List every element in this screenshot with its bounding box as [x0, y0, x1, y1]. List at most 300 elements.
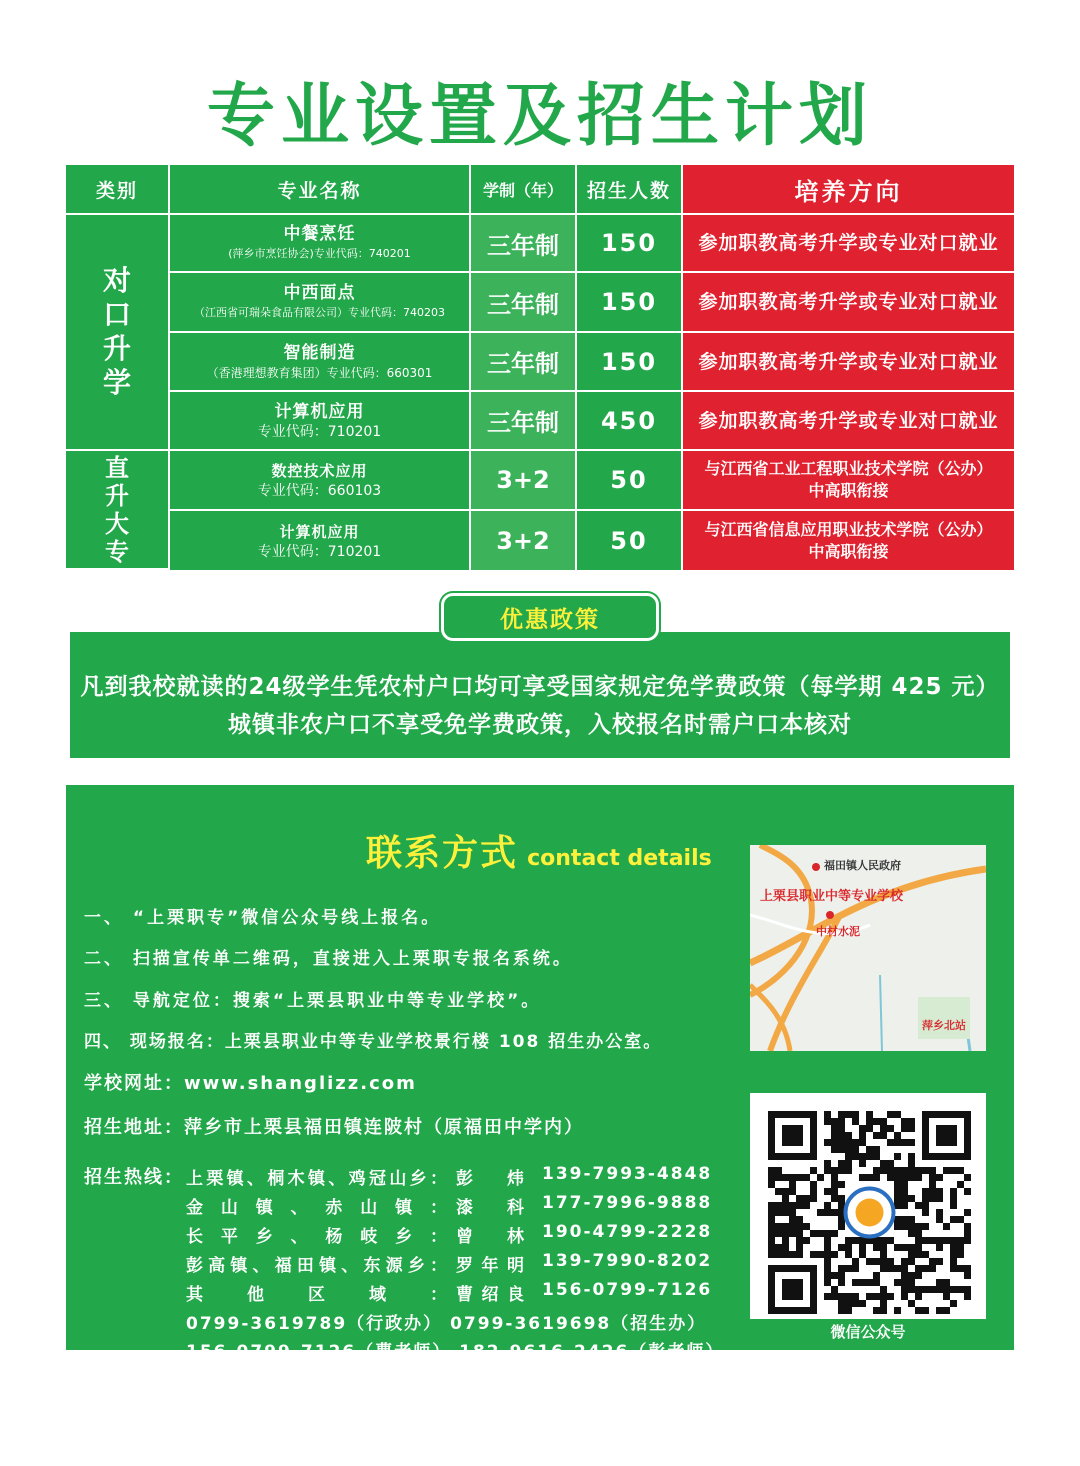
qr-module — [929, 1265, 936, 1272]
qr-module — [943, 1279, 950, 1286]
direction-line2: 中高职衔接 — [808, 541, 889, 561]
qr-module — [915, 1251, 922, 1258]
qr-module — [943, 1286, 950, 1293]
qr-module — [894, 1167, 901, 1174]
major-name: 数控技术应用 — [271, 462, 368, 480]
qr-module — [908, 1125, 915, 1132]
map-highway — [750, 869, 986, 963]
qr-module — [845, 1237, 852, 1244]
qr-module — [775, 1188, 782, 1195]
qr-module — [838, 1244, 845, 1251]
qr-module — [845, 1167, 852, 1174]
table-row-count: 50 — [577, 511, 683, 570]
qr-module — [887, 1293, 894, 1300]
qr-module — [810, 1230, 817, 1237]
qr-module — [803, 1202, 810, 1209]
qr-module — [950, 1195, 957, 1202]
qr-module — [838, 1146, 845, 1153]
major-name: 智能制造 — [283, 342, 356, 363]
header-major: 专业名称 — [170, 165, 471, 215]
qr-module — [873, 1132, 880, 1139]
qr-module — [824, 1209, 831, 1216]
qr-module — [873, 1146, 880, 1153]
qr-module — [943, 1167, 950, 1174]
category-duikou — [66, 215, 170, 451]
qr-module — [950, 1237, 957, 1244]
qr-module — [873, 1272, 880, 1279]
qr-module — [810, 1251, 817, 1258]
major-name: 中餐烹饪 — [283, 224, 356, 244]
qr-module — [824, 1272, 831, 1279]
qr-module — [936, 1209, 943, 1216]
qr-module — [789, 1223, 796, 1230]
qr-module — [838, 1265, 845, 1272]
header-category: 类别 — [66, 165, 170, 215]
qr-module — [922, 1209, 929, 1216]
qr-module — [838, 1272, 845, 1279]
table-row-direction — [683, 511, 1014, 570]
qr-module — [859, 1153, 866, 1160]
qr-module — [803, 1223, 810, 1230]
signup-step-4: 四、 现场报名：上栗县职业中等专业学校景行楼 108 招生办公室。 — [84, 1032, 663, 1052]
qr-module — [775, 1202, 782, 1209]
qr-module — [957, 1181, 964, 1188]
qr-module — [964, 1293, 971, 1300]
hotline-phone[interactable]: 156-0799-7126 — [542, 1280, 713, 1300]
qr-module — [775, 1230, 782, 1237]
qr-module — [880, 1300, 887, 1307]
table-row-years: 3+2 — [471, 511, 577, 570]
hotline-row — [186, 1251, 716, 1277]
qr-module — [901, 1265, 908, 1272]
qr-module — [845, 1265, 852, 1272]
qr-module — [824, 1251, 831, 1258]
direction-line1: 与江西省工业工程职业技术学院（公办） — [704, 459, 993, 478]
qr-module — [887, 1237, 894, 1244]
qr-module — [782, 1209, 789, 1216]
qr-module — [908, 1251, 915, 1258]
qr-module — [775, 1223, 782, 1230]
qr-module — [831, 1118, 838, 1125]
qr-code[interactable] — [750, 1093, 986, 1319]
qr-module — [831, 1195, 838, 1202]
qr-module — [915, 1272, 922, 1279]
qr-finder-center — [782, 1125, 803, 1146]
qr-module — [845, 1160, 852, 1167]
qr-module — [887, 1167, 894, 1174]
major-name: 计算机应用 — [279, 522, 360, 541]
qr-module — [936, 1216, 943, 1223]
qr-module — [782, 1237, 789, 1244]
qr-module — [901, 1125, 908, 1132]
major-name: 计算机应用 — [274, 401, 365, 422]
hotline-contact: 曹绍良 — [456, 1285, 524, 1305]
school-website[interactable]: 学校网址：www.shanglizz.com — [84, 1073, 417, 1094]
qr-module — [936, 1174, 943, 1181]
qr-module — [887, 1139, 894, 1146]
qr-module — [915, 1223, 922, 1230]
major-code: （江西省可瑞朵食品有限公司）专业代码：740203 — [194, 306, 445, 319]
qr-module — [873, 1167, 880, 1174]
qr-module — [817, 1209, 824, 1216]
map-river — [880, 975, 882, 1051]
qr-module — [796, 1202, 803, 1209]
qr-module — [915, 1244, 922, 1251]
policy-box — [70, 632, 1010, 758]
school-logo-inner — [856, 1199, 884, 1227]
qr-module — [859, 1132, 866, 1139]
direction-line2: 中高职衔接 — [808, 481, 889, 500]
qr-module — [796, 1237, 803, 1244]
table-row-count: 150 — [577, 215, 683, 273]
qr-module — [901, 1174, 908, 1181]
qr-module — [817, 1230, 824, 1237]
qr-module — [922, 1265, 929, 1272]
table-row-count: 150 — [577, 333, 683, 392]
qr-module — [838, 1181, 845, 1188]
qr-module — [908, 1223, 915, 1230]
qr-module — [810, 1167, 817, 1174]
qr-module — [768, 1209, 775, 1216]
qr-module — [964, 1230, 971, 1237]
qr-finder-center — [782, 1279, 803, 1300]
qr-module — [894, 1139, 901, 1146]
table-row-years: 3+2 — [471, 451, 577, 511]
qr-module — [908, 1258, 915, 1265]
qr-module — [901, 1216, 908, 1223]
qr-module — [838, 1223, 845, 1230]
qr-module — [901, 1272, 908, 1279]
qr-module — [880, 1160, 887, 1167]
qr-module — [908, 1195, 915, 1202]
qr-module — [845, 1153, 852, 1160]
qr-module — [950, 1244, 957, 1251]
office-phones-1[interactable]: 0799-3619789（行政办） 0799-3619698（招生办） — [186, 1314, 707, 1334]
hotline-area: 长平乡、杨岐乡： — [186, 1227, 448, 1247]
qr-module — [929, 1195, 936, 1202]
qr-module — [859, 1160, 866, 1167]
qr-module — [922, 1251, 929, 1258]
qr-module — [866, 1125, 873, 1132]
qr-module — [915, 1307, 922, 1314]
table-row-count: 150 — [577, 273, 683, 333]
qr-module — [964, 1237, 971, 1244]
qr-module — [838, 1111, 845, 1118]
qr-module — [796, 1244, 803, 1251]
qr-module — [803, 1195, 810, 1202]
qr-module — [859, 1244, 866, 1251]
qr-module — [789, 1202, 796, 1209]
category-zhisheng — [66, 451, 170, 570]
qr-module — [873, 1258, 880, 1265]
qr-module — [866, 1153, 873, 1160]
qr-module — [775, 1167, 782, 1174]
qr-module — [901, 1188, 908, 1195]
qr-module — [922, 1195, 929, 1202]
qr-module — [915, 1293, 922, 1300]
table-row-major — [170, 511, 471, 570]
qr-module — [768, 1244, 775, 1251]
qr-module — [915, 1230, 922, 1237]
hotline-area: 金山镇、赤山镇： — [186, 1198, 448, 1218]
qr-module — [838, 1118, 845, 1125]
qr-module — [810, 1195, 817, 1202]
qr-module — [817, 1251, 824, 1258]
qr-module — [908, 1160, 915, 1167]
qr-module — [894, 1181, 901, 1188]
qr-module — [936, 1244, 943, 1251]
qr-module — [831, 1181, 838, 1188]
qr-module — [789, 1230, 796, 1237]
qr-module — [845, 1293, 852, 1300]
qr-module — [929, 1286, 936, 1293]
hotline-phone[interactable]: 190-4799-2228 — [542, 1222, 713, 1242]
qr-module — [838, 1307, 845, 1314]
qr-module — [768, 1167, 775, 1174]
qr-module — [957, 1286, 964, 1293]
qr-module — [838, 1195, 845, 1202]
qr-module — [894, 1153, 901, 1160]
qr-module — [901, 1195, 908, 1202]
qr-module — [880, 1265, 887, 1272]
hotline-row — [186, 1164, 716, 1190]
qr-module — [908, 1286, 915, 1293]
qr-module — [957, 1244, 964, 1251]
qr-module — [873, 1279, 880, 1286]
qr-module — [852, 1146, 859, 1153]
qr-module — [775, 1244, 782, 1251]
qr-module — [894, 1223, 901, 1230]
qr-module — [873, 1118, 880, 1125]
qr-module — [915, 1265, 922, 1272]
hotline-contact: 曾 林 — [456, 1227, 524, 1247]
qr-module — [901, 1181, 908, 1188]
qr-module — [894, 1265, 901, 1272]
qr-module — [894, 1195, 901, 1202]
qr-module — [964, 1174, 971, 1181]
qr-module — [789, 1174, 796, 1181]
qr-module — [950, 1216, 957, 1223]
qr-module — [775, 1174, 782, 1181]
qr-module — [782, 1174, 789, 1181]
qr-module — [950, 1286, 957, 1293]
qr-module — [957, 1251, 964, 1258]
qr-module — [768, 1216, 775, 1223]
qr-module — [796, 1195, 803, 1202]
qr-module — [901, 1118, 908, 1125]
contact-title-cn: 联系方式 — [366, 833, 519, 874]
qr-module — [894, 1244, 901, 1251]
qr-module — [880, 1286, 887, 1293]
qr-module — [908, 1153, 915, 1160]
hotline-phone[interactable]: 177-7996-9888 — [542, 1193, 713, 1213]
qr-module — [845, 1132, 852, 1139]
hotline-area: 其他区域： — [186, 1285, 448, 1305]
policy-tab: 优惠政策 — [441, 593, 659, 641]
hotline-row — [186, 1222, 716, 1248]
qr-module — [852, 1237, 859, 1244]
table-row-years: 三年制 — [471, 333, 577, 392]
qr-module — [824, 1293, 831, 1300]
table-row-years: 三年制 — [471, 215, 577, 273]
hotline-phone[interactable]: 139-7993-4848 — [542, 1164, 713, 1184]
qr-module — [908, 1118, 915, 1125]
qr-module — [782, 1244, 789, 1251]
qr-module — [789, 1251, 796, 1258]
qr-module — [908, 1272, 915, 1279]
qr-module — [810, 1188, 817, 1195]
qr-module — [922, 1188, 929, 1195]
hotline-label: 招生热线： — [84, 1167, 184, 1188]
qr-module — [852, 1118, 859, 1125]
qr-module — [845, 1244, 852, 1251]
qr-module — [852, 1258, 859, 1265]
qr-module — [894, 1111, 901, 1118]
qr-module — [957, 1265, 964, 1272]
qr-module — [782, 1195, 789, 1202]
qr-module — [831, 1174, 838, 1181]
qr-module — [782, 1251, 789, 1258]
qr-module — [859, 1139, 866, 1146]
qr-module — [866, 1279, 873, 1286]
qr-module — [838, 1293, 845, 1300]
map-pin-icon — [826, 911, 834, 919]
qr-module — [922, 1223, 929, 1230]
qr-module — [796, 1174, 803, 1181]
qr-module — [866, 1293, 873, 1300]
qr-module — [838, 1167, 845, 1174]
qr-module — [936, 1279, 943, 1286]
qr-module — [894, 1279, 901, 1286]
map-pin-icon — [812, 863, 820, 871]
qr-module — [880, 1244, 887, 1251]
qr-finder-center — [936, 1125, 957, 1146]
qr-module — [789, 1209, 796, 1216]
contact-section — [66, 785, 1014, 1362]
qr-module — [859, 1251, 866, 1258]
qr-module — [950, 1258, 957, 1265]
qr-module — [964, 1272, 971, 1279]
contact-title-en: contact details — [527, 846, 712, 871]
qr-module — [873, 1293, 880, 1300]
qr-module — [887, 1265, 894, 1272]
qr-module — [922, 1237, 929, 1244]
qr-module — [775, 1209, 782, 1216]
qr-module — [880, 1251, 887, 1258]
qr-module — [796, 1230, 803, 1237]
major-code: 专业代码：660103 — [257, 483, 382, 499]
qr-module — [873, 1244, 880, 1251]
qr-module — [845, 1307, 852, 1314]
header-direction: 培养方向 — [683, 165, 1014, 215]
qr-module — [831, 1286, 838, 1293]
qr-module — [859, 1174, 866, 1181]
qr-module — [950, 1300, 957, 1307]
qr-module — [845, 1139, 852, 1146]
office-phones-2[interactable]: 156-0799-7126（曹老师） 182-9616-2426（彭老师） — [186, 1342, 725, 1362]
qr-module — [950, 1167, 957, 1174]
qr-module — [859, 1125, 866, 1132]
direction-line1: 与江西省信息应用职业技术学院（公办） — [704, 519, 993, 539]
qr-module — [887, 1258, 894, 1265]
qr-module — [915, 1202, 922, 1209]
location-map[interactable] — [750, 845, 986, 1051]
qr-module — [838, 1139, 845, 1146]
qr-module — [866, 1118, 873, 1125]
table-row-major — [170, 333, 471, 392]
qr-module — [880, 1132, 887, 1139]
qr-module — [901, 1167, 908, 1174]
qr-module — [936, 1286, 943, 1293]
qr-module — [824, 1265, 831, 1272]
qr-module — [936, 1307, 943, 1314]
qr-module — [859, 1300, 866, 1307]
page-title: 专业设置及招生计划 — [206, 77, 873, 156]
table-row-years: 三年制 — [471, 273, 577, 333]
qr-module — [824, 1244, 831, 1251]
qr-module — [782, 1202, 789, 1209]
hotline-phone[interactable]: 139-7990-8202 — [542, 1251, 713, 1271]
qr-module — [782, 1188, 789, 1195]
qr-module — [922, 1202, 929, 1209]
hotline-contact: 彭 炜 — [456, 1169, 524, 1189]
qr-module — [824, 1111, 831, 1118]
qr-module — [901, 1244, 908, 1251]
qr-module — [936, 1195, 943, 1202]
qr-module — [887, 1174, 894, 1181]
qr-module — [768, 1181, 775, 1188]
qr-module — [824, 1139, 831, 1146]
qr-module — [789, 1216, 796, 1223]
qr-module — [943, 1307, 950, 1314]
qr-module — [852, 1153, 859, 1160]
qr-module — [922, 1167, 929, 1174]
qr-module — [894, 1174, 901, 1181]
qr-module — [831, 1188, 838, 1195]
qr-module — [824, 1118, 831, 1125]
qr-module — [964, 1265, 971, 1272]
qr-module — [950, 1202, 957, 1209]
qr-module — [901, 1293, 908, 1300]
qr-module — [957, 1237, 964, 1244]
qr-module — [915, 1167, 922, 1174]
qr-module — [831, 1146, 838, 1153]
signup-step-2: 二、 扫描宣传单二维码，直接进入上栗职专报名系统。 — [84, 949, 573, 969]
header-count: 招生人数 — [577, 165, 683, 215]
qr-module — [852, 1293, 859, 1300]
qr-module — [838, 1300, 845, 1307]
qr-module — [831, 1272, 838, 1279]
qr-module — [901, 1279, 908, 1286]
table-row-direction — [683, 451, 1014, 511]
enrollment-address: 招生地址：萍乡市上栗县福田镇连陂村（原福田中学内） — [84, 1117, 584, 1138]
qr-module — [887, 1125, 894, 1132]
qr-module — [880, 1258, 887, 1265]
qr-module — [901, 1286, 908, 1293]
qr-module — [831, 1125, 838, 1132]
qr-module — [768, 1251, 775, 1258]
major-name: 中西面点 — [283, 283, 356, 303]
qr-module — [768, 1237, 775, 1244]
qr-module — [789, 1181, 796, 1188]
major-code: （香港理想教育集团）专业代码：660301 — [206, 365, 433, 380]
map-label-station: 萍乡北站 — [922, 1019, 966, 1032]
qr-module — [915, 1174, 922, 1181]
qr-module — [901, 1223, 908, 1230]
qr-module — [929, 1181, 936, 1188]
map-label-government: 福田镇人民政府 — [824, 859, 901, 872]
qr-module — [768, 1174, 775, 1181]
